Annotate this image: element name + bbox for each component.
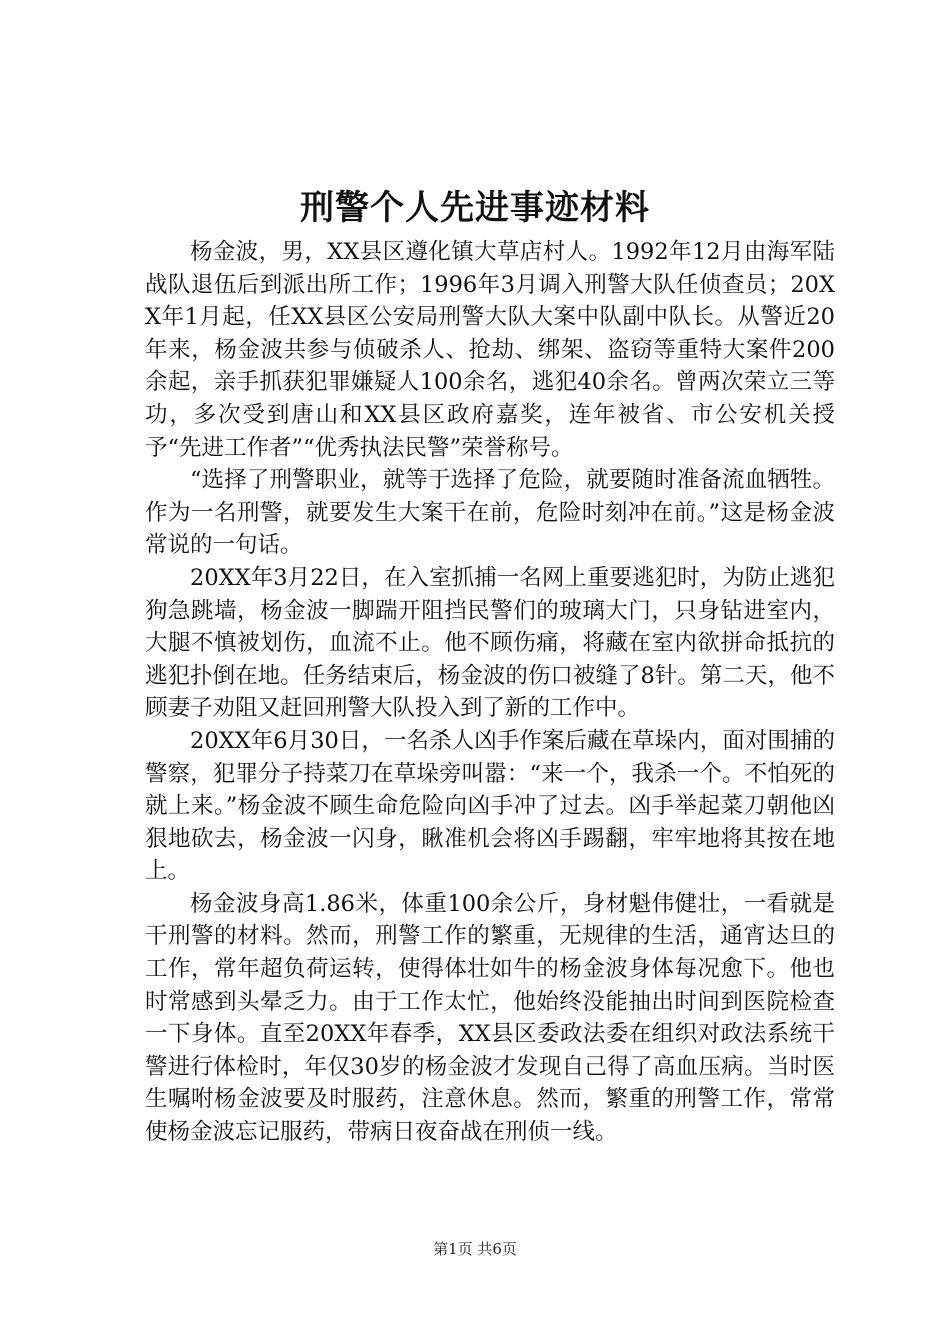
document-body [145,236,835,1149]
paragraph-2: “选择了刑警职业，就等于选择了危险，就要随时准备流血牺牲。作为一名刑警，就要发生大案干在前，危险时刻冲在前。”这是杨金波常说的一句话。 [145,467,835,559]
paragraph-5: 杨金波身高1.86米，体重100余公斤，身材魁伟健壮，一看就是干刑警的材料。然而，刑警工作的繁重，无规律的生活，通宵达旦的工作，常年超负荷运转，使得体壮如牛的杨金波身体每况愈下。他也时常感到头晕乏力。由于工作太忙，他始终没能抽出时间到医院检查一下身体。直至20XX年春季，XX县区委政法委在组织对政法系统干警进行体检时，年仅30岁的杨金波才发现自己得了高血压病。当时医生嘱咐杨金波要及时服药，注意休息。然而，繁重的刑警工作，常常使杨金波忘记服药，带病日夜奋战在刑侦一线。 [145,890,835,1146]
page-number-footer: 第1页 共6页 [433,1240,517,1258]
document-title: 刑警个人先进事迹材料 [300,188,650,228]
paragraph-4: 20XX年6月30日，一名杀人凶手作案后藏在草垛内，面对围捕的警察，犯罪分子持菜刀在草垛旁叫嚣：“来一个，我杀一个。不怕死的就上来。”杨金波不顾生命危险向凶手冲了过去。凶手举起菜刀朝他凶狠地砍去，杨金波一闪身，瞅准机会将凶手踢翻，牢牢地将其按在地上。 [145,727,835,885]
paragraph-1: 杨金波，男，XX县区遵化镇大草店村人。1992年12月由海军陆战队退伍后到派出所工作；1996年3月调入刑警大队任侦查员；20XX年1月起，任XX县区公安局刑警大队大案中队副中队长。从警近20年来，杨金波共参与侦破杀人、抢劫、绑架、盗窃等重特大案件200余起，亲手抓获犯罪嫌疑人100余名，逃犯40余名。曾两次荣立三等功，多次受到唐山和XX县区政府嘉奖，连年被省、市公安机关授予“先进工作者”“优秀执法民警”荣誉称号。 [145,239,835,461]
paragraph-3: 20XX年3月22日，在入室抓捕一名网上重要逃犯时，为防止逃犯狗急跳墙，杨金波一脚踹开阻挡民警们的玻璃大门，只身钻进室内，大腿不慎被划伤，血流不止。他不顾伤痛，将藏在室内欲拼命抵抗的逃犯扑倒在地。任务结束后，杨金波的伤口被缝了8针。第二天，他不顾妻子劝阻又赶回刑警大队投入到了新的工作中。 [145,564,835,722]
